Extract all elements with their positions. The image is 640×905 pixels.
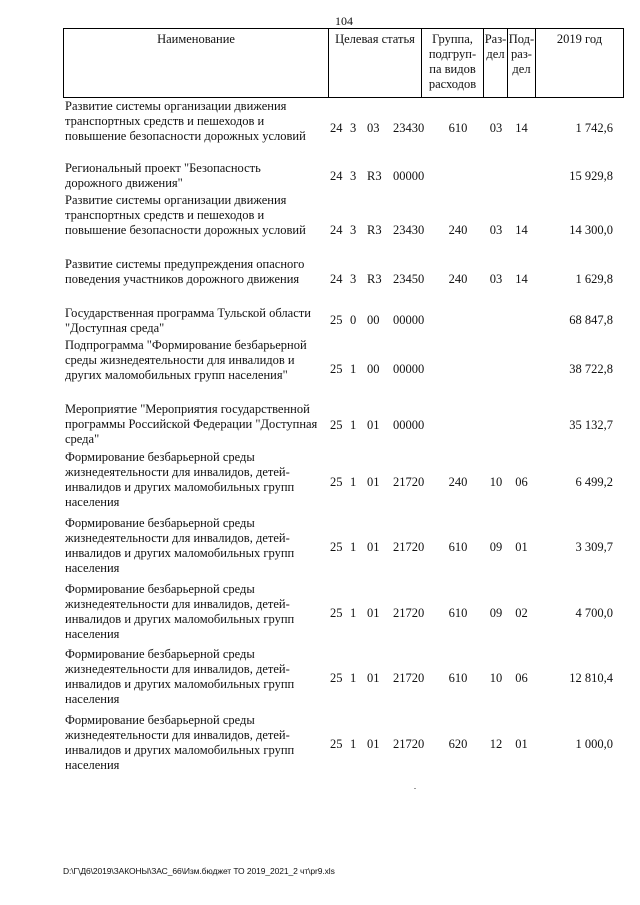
cell-group: 610 [448,671,468,685]
cell-section: 03 [489,272,503,286]
cell-amount: 38 722,8 [569,362,613,376]
header-year: 2019 год [535,29,624,97]
row-name: Развитие системы организации движения транспортных средств и пешеходов и повышение безопасности дорожных условий [65,193,306,237]
row-name: Формирование безбарьерной среды жизнедеятельности для инвалидов, детей- инвалидов и других маломобильных групп населения [65,582,295,641]
cell-subprogram: 1 [350,671,357,685]
cell-amount: 1 629,8 [575,272,613,286]
row-name: Развитие системы организации движения транспортных средств и пешеходов и повышение безопасности дорожных условий [65,99,306,143]
cell-program: 25 [330,475,343,489]
cell-program: 25 [330,540,343,554]
cell-section: 09 [489,540,503,554]
cell-section: 12 [489,737,503,751]
cell-section: 10 [489,671,503,685]
cell-amount: 1 000,0 [575,737,613,751]
cell-event: 01 [367,606,380,620]
cell-subsection: 14 [515,121,528,135]
cell-direction: 21720 [393,475,425,489]
cell-program: 25 [330,671,343,685]
cell-direction: 21720 [393,737,425,751]
header-group: Группа, подгруп- па видов расходов [421,29,483,97]
cell-section: 09 [489,606,503,620]
header-subsection: Под- раз- дел [507,29,535,97]
cell-section: 03 [489,121,503,135]
cell-event: 01 [367,475,380,489]
header-name: Наименование [63,29,328,97]
cell-amount: 35 132,7 [569,418,613,432]
cell-program: 24 [330,169,343,183]
cell-subsection: 06 [515,475,528,489]
cell-section: 10 [489,475,503,489]
cell-group: 620 [448,737,468,751]
cell-amount: 6 499,2 [575,475,613,489]
cell-direction: 00000 [393,418,425,432]
cell-group: 240 [448,223,468,237]
cell-event: 00 [367,313,380,327]
cell-subprogram: 3 [350,169,357,183]
cell-event: R3 [367,223,382,237]
row-name: Формирование безбарьерной среды жизнедеятельности для инвалидов, детей- инвалидов и других маломобильных групп населения [65,516,295,575]
cell-subprogram: 1 [350,362,357,376]
cell-direction: 23430 [393,223,425,237]
cell-program: 25 [330,313,343,327]
cell-subprogram: 1 [350,737,357,751]
row-name: Подпрограмма "Формирование безбарьерной среды жизнедеятельности для инвалидов и других маломобильных групп населения" [65,338,307,382]
cell-event: 00 [367,362,380,376]
cell-subsection: 01 [515,737,528,751]
cell-event: R3 [367,272,382,286]
cell-group: 610 [448,121,468,135]
cell-event: 01 [367,671,380,685]
cell-amount: 12 810,4 [569,671,613,685]
row-name: Государственная программа Тульской области "Доступная среда" [65,306,311,335]
table-header [63,28,624,98]
cell-program: 25 [330,606,343,620]
row-name: Мероприятие "Мероприятия государственной программы Российской Федерации "Доступная среда" [65,402,318,446]
cell-group: 610 [448,540,468,554]
cell-program: 25 [330,418,343,432]
cell-subsection: 02 [515,606,528,620]
cell-direction: 23450 [393,272,425,286]
row-name: Развитие системы предупреждения опасного поведения участников дорожного движения [65,257,305,286]
cell-subprogram: 3 [350,272,357,286]
cell-group: 240 [448,272,468,286]
cell-amount: 15 929,8 [569,169,613,183]
cell-subprogram: 1 [350,540,357,554]
cell-program: 25 [330,737,343,751]
scan-speck [414,788,416,789]
cell-amount: 14 300,0 [569,223,613,237]
row-name: Формирование безбарьерной среды жизнедеятельности для инвалидов, детей- инвалидов и других маломобильных групп населения [65,647,295,706]
cell-subprogram: 0 [350,313,357,327]
cell-event: 01 [367,737,380,751]
cell-section: 03 [489,223,503,237]
cell-event: R3 [367,169,382,183]
cell-subprogram: 3 [350,121,357,135]
row-name: Формирование безбарьерной среды жизнедеятельности для инвалидов, детей- инвалидов и других маломобильных групп населения [65,713,295,772]
cell-program: 24 [330,121,343,135]
header-target-article: Целевая статья [328,29,421,97]
cell-amount: 68 847,8 [569,313,613,327]
cell-subprogram: 3 [350,223,357,237]
cell-direction: 21720 [393,606,425,620]
cell-amount: 1 742,6 [575,121,613,135]
cell-subsection: 14 [515,223,528,237]
cell-group: 610 [448,606,468,620]
row-name: Региональный проект "Безопасность дорожного движения" [65,161,261,190]
cell-subprogram: 1 [350,606,357,620]
cell-direction: 21720 [393,671,425,685]
cell-amount: 3 309,7 [575,540,613,554]
cell-program: 24 [330,223,343,237]
cell-direction: 00000 [393,313,425,327]
cell-group: 240 [448,475,468,489]
cell-event: 01 [367,418,380,432]
cell-direction: 00000 [393,169,425,183]
cell-subsection: 14 [515,272,528,286]
cell-direction: 23430 [393,121,425,135]
header-section: Раз- дел [483,29,507,97]
cell-event: 01 [367,540,380,554]
cell-amount: 4 700,0 [575,606,613,620]
cell-subsection: 01 [515,540,528,554]
cell-direction: 00000 [393,362,425,376]
cell-subsection: 06 [515,671,528,685]
cell-subprogram: 1 [350,475,357,489]
cell-subprogram: 1 [350,418,357,432]
cell-program: 24 [330,272,343,286]
cell-program: 25 [330,362,343,376]
cell-event: 03 [367,121,380,135]
file-path-footer: D:\Г\Д6\2019\ЗАКОНЫ\ЗАС_66\Изм.бюджет ТО 2019_2021_2 чт\pr9.xls [63,866,335,876]
page-number: 104 [335,14,353,28]
row-name: Формирование безбарьерной среды жизнедеятельности для инвалидов, детей- инвалидов и других маломобильных групп населения [65,450,295,509]
cell-direction: 21720 [393,540,425,554]
